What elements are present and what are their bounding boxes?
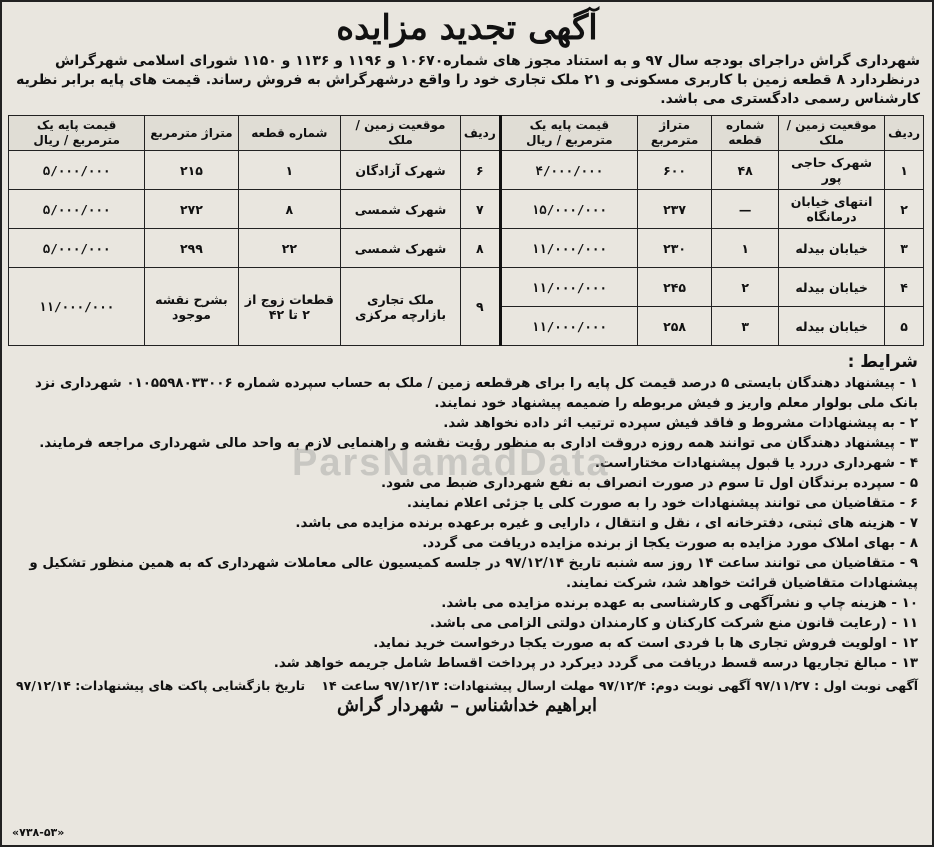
row-location: شهرک حاجی پور (779, 151, 885, 190)
condition-item: ۵ - سپرده برندگان اول تا سوم در صورت انصراف به نفع شهرداری ضبط می شود. (381, 476, 918, 491)
row-price: ۵/۰۰۰/۰۰۰ (9, 151, 145, 190)
condition-item: ۲ - به پیشنهادات مشروط و فاقد فیش سپرده ترتیب اثر داده نخواهد شد. (443, 416, 918, 431)
row-lot: ۱ (712, 229, 779, 268)
row-lot: ۴۸ (712, 151, 779, 190)
row-number: ۳ (885, 229, 924, 268)
row-price: ۱۵/۰۰۰/۰۰۰ (500, 190, 637, 229)
row-area: ۶۰۰ (637, 151, 711, 190)
condition-item: ۱۳ - مبالغ تجاریها درسه قسط دریافت می گردد دیرکرد در پرداخت اقساط شامل جریمه خواهد شد. (273, 656, 918, 671)
row-location: شهرک آزادگان (341, 151, 461, 190)
row-number: ۷ (460, 190, 500, 229)
publication-dates: آگهی نوبت اول : ۹۷/۱۱/۲۷ آگهی نوبت دوم: ۹۷/۱۲/۴ مهلت ارسال پیشنهادات: ۹۷/۱۲/۱۳ ساعت ۱۴ (321, 678, 918, 693)
row-number: ۸ (460, 229, 500, 268)
condition-item: ۱ - پیشنهاد دهندگان بایستی ۵ درصد قیمت کل پایه را برای هرقطعه زمین / ملک به حساب سپرده شماره ۰۱۰۵۵۹۸۰۳۳۰۰۶ شهرداری نزد بانک ملی بولوار معلم واریز و فیش مربوطه را ضمیمه پیشنهاد خود نمایند. (35, 376, 918, 411)
condition-item: ۷ - هزینه های ثبتی، دفترخانه ای ، نقل و انتقال ، دارایی و غیره برعهده برنده مزایده می باشد. (295, 516, 918, 531)
row-lot: ۲۲ (238, 229, 341, 268)
condition-item: ۱۱ - (رعایت قانون منع شرکت کارکنان و کارمندان دولتی الزامی می باشد. (429, 616, 918, 631)
row-location: ملک تجاری بازارچه مرکزی (341, 268, 461, 346)
condition-item: ۱۰ - هزینه چاپ و نشرآگهی و کارشناسی به عهده برنده مزایده می باشد. (441, 596, 918, 611)
header-area: متراژ مترمربع (637, 116, 711, 151)
row-lot: ۱ (238, 151, 341, 190)
header-location: موقعیت زمین / ملک (779, 116, 885, 151)
header-row-num: ردیف (460, 116, 500, 151)
table-header-row (9, 116, 924, 151)
row-number: ۶ (460, 151, 500, 190)
row-location: شهرک شمسی (341, 190, 461, 229)
row-area: ۲۴۵ (637, 268, 711, 307)
ad-code: «۷۳۸-۵۳» (12, 826, 65, 839)
notice-intro: شهرداری گراش دراجرای بودجه سال ۹۷ و به استناد مجوز های شماره۱۰۶۷۰ و ۱۱۹۶ و ۱۱۳۶ و ۱۱۵۰ شورای اسلامی شهرگراش درنظردارد ۸ قطعه زمین با کاربری مسکونی و ۲۱ ملک تجاری خود را واقع درشهرگراش به فروش رساند. قیمت های پایه برابر نظریه کارشناس رسمی دادگستری می باشد. (16, 53, 920, 107)
condition-item: ۱۲ - اولویت فروش تجاری ها با فردی است که به صورت یکجا درخواست خرید نماید. (373, 636, 918, 651)
header-lot: شماره قطعه (238, 116, 341, 151)
row-area: ۲۹۹ (145, 229, 238, 268)
condition-item: ۶ - متقاضیان می توانند پیشنهادات خود را به صورت کلی یا جزئی اعلام نمایند. (406, 496, 918, 511)
table-row (9, 151, 924, 190)
row-number: ۹ (460, 268, 500, 346)
watermark: ParsNamadData (292, 442, 610, 484)
auction-table (8, 115, 924, 346)
row-price: ۵/۰۰۰/۰۰۰ (9, 229, 145, 268)
header-area: متراژ مترمربع (145, 116, 238, 151)
row-lot: ۲ (712, 268, 779, 307)
header-location: موقعیت زمین / ملک (341, 116, 461, 151)
row-area: ۲۱۵ (145, 151, 238, 190)
row-area: ۲۳۷ (637, 190, 711, 229)
condition-item: ۴ - شهرداری دررد یا قبول پیشنهادات مختاراست. (594, 456, 918, 471)
table-row (9, 190, 924, 229)
row-location: خیابان بیدله (779, 307, 885, 346)
row-area: بشرح نقشه موجود (145, 268, 238, 346)
row-location: انتهای خیابان درمانگاه (779, 190, 885, 229)
header-price: قیمت پایه یک مترمربع / ریال (9, 116, 145, 151)
row-area: ۲۷۲ (145, 190, 238, 229)
condition-item: ۹ - متقاضیان می توانند ساعت ۱۴ روز سه شنبه تاریخ ۹۷/۱۲/۱۴ در جلسه کمیسیون عالی معاملات شهرداری که به همین منظور تشکیل و پیشنهادات متقاضیان قرائت خواهد شد، شرکت نمایند. (29, 556, 918, 591)
row-lot: ۳ (712, 307, 779, 346)
row-number: ۴ (885, 268, 924, 307)
notice-title: آگهی تجدید مزایده (336, 8, 598, 48)
row-lot: قطعات زوج از ۲ تا ۴۲ (238, 268, 341, 346)
notice-footer (16, 678, 918, 693)
table-row (9, 229, 924, 268)
mayor-signature: ابراهیم خداشناس – شهردار گراش (337, 695, 597, 716)
row-price: ۱۱/۰۰۰/۰۰۰ (500, 268, 637, 307)
row-location: خیابان بیدله (779, 229, 885, 268)
condition-item: ۸ - بهای املاک مورد مزایده به صورت یکجا از برنده مزایده دریافت می گردد. (422, 536, 918, 551)
row-area: ۲۵۸ (637, 307, 711, 346)
header-row-num: ردیف (885, 116, 924, 151)
row-location: شهرک شمسی (341, 229, 461, 268)
row-price: ۴/۰۰۰/۰۰۰ (500, 151, 637, 190)
table-row (9, 268, 924, 307)
row-price: ۱۱/۰۰۰/۰۰۰ (500, 229, 637, 268)
row-lot: ۸ (238, 190, 341, 229)
row-price: ۵/۰۰۰/۰۰۰ (9, 190, 145, 229)
conditions-list (16, 374, 918, 674)
row-number: ۱ (885, 151, 924, 190)
condition-item: ۳ - پیشنهاد دهندگان می توانند همه روزه دروقت اداری به منظور رؤیت نقشه و راهنمایی لازم به واحد مالی شهرداری مراجعه فرمایند. (39, 436, 918, 451)
row-area: ۲۳۰ (637, 229, 711, 268)
row-location: خیابان بیدله (779, 268, 885, 307)
header-price: قیمت پایه یک مترمربع / ریال (500, 116, 637, 151)
opening-date: تاریخ بازگشایی پاکت های پیشنهادات: ۹۷/۱۲/۱۴ (16, 678, 306, 693)
conditions-heading: شرایط : (847, 352, 918, 372)
row-lot: — (712, 190, 779, 229)
row-price: ۱۱/۰۰۰/۰۰۰ (9, 268, 145, 346)
row-number: ۲ (885, 190, 924, 229)
row-price: ۱۱/۰۰۰/۰۰۰ (500, 307, 637, 346)
row-number: ۵ (885, 307, 924, 346)
header-lot: شماره قطعه (712, 116, 779, 151)
